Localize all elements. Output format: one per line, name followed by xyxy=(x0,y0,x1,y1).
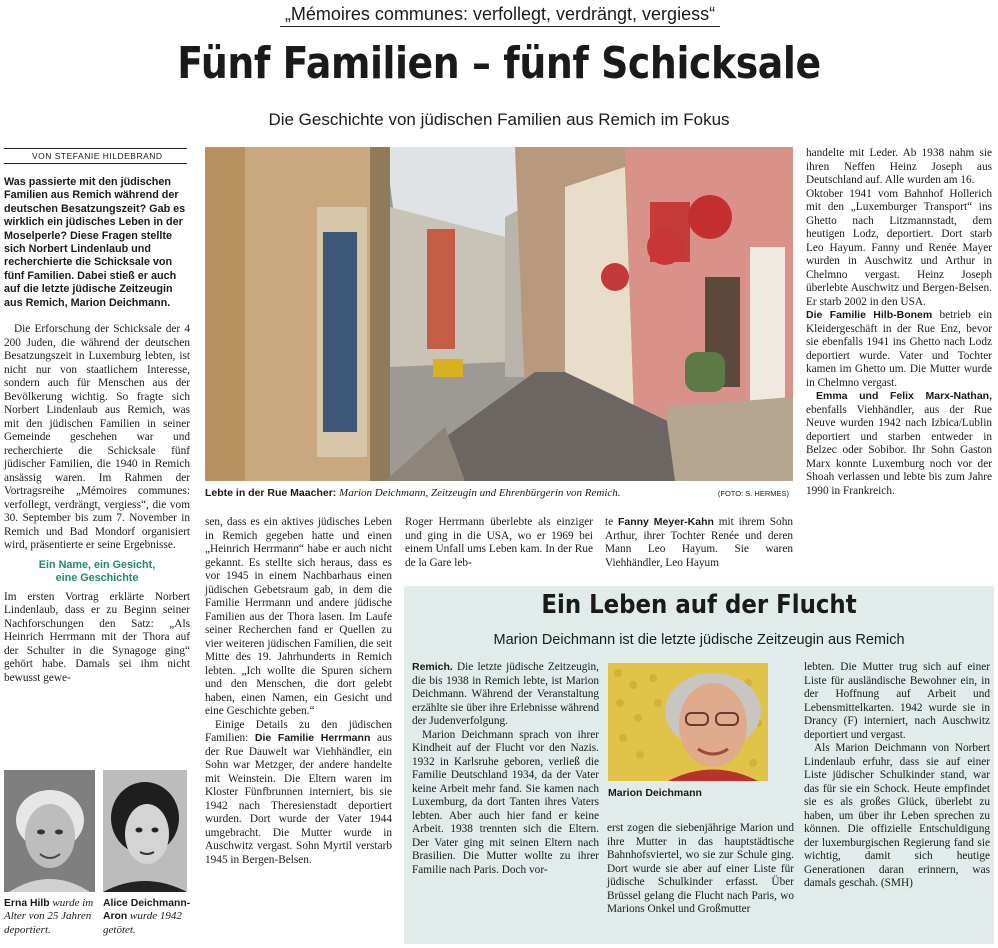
paragraph: Remich. Die letzte jüdische Zeitzeugin, die bis 1938 in Remich lebte, ist Marion Deichmann. Während der Veranstaltung erzählte sie über ihre Erlebnisse während der Judenverfolgung. xyxy=(412,661,599,727)
kicker: „Mémoires communes: verfollegt, verdrängt, vergiess“ xyxy=(280,2,720,27)
box-column-3 xyxy=(804,661,990,891)
paragraph: Oktober 1941 vom Bahnhof Hollerich mit den „Luxemburger Transport“ ins Ghetto nach Litzmannstadt, dem heutigen Lodz, deportiert. Dort starb Leo Hayum. Fanny und Renée Mayer wurden in Auschwitz und Arthur in Chelmno vergast. Heinz Joseph überlebte Auschwitz und Bergen-Belsen. Er starb 2002 in den USA. xyxy=(806,187,992,308)
historical-photo-alice-deichmann-aron xyxy=(103,770,187,892)
article-column-5 xyxy=(806,147,992,498)
lead-paragraph: Was passierte mit den jüdischen Familien aus Remich während der deutschen Besatzungszeit? Gab es wirklich ein jüdisches Leben in der Moselperle? Diese Fragen stellte sich Norbert Lindenlaub und recherchierte die Schicksale von fünf Familien. Dabei stieß er auch auf die letzte jüdische Zeitzeugin aus Remich, Marion Deichmann. xyxy=(4,176,186,309)
subheadline: Die Geschichte von jüdischen Familien aus Remich im Fokus xyxy=(268,110,730,129)
paragraph: Roger Herrmann überlebte als einziger und ging in die USA, wo er 1969 bei einem Unfall ums Leben kam. In der Rue de la Gare leb- xyxy=(405,516,593,569)
historical-photo-caption-2: Alice Deichmann-Aron wurde 1942 getötet. xyxy=(103,898,191,936)
paragraph: Emma und Felix Marx-Nathan, ebenfalls Viehhändler, aus der Rue Neuve wurden 1942 nach Izbica/Lublin deportiert und starben entweder in Belzec oder Sobibor. Ihr Sohn Gaston Marx konnte Luxemburg noch vor der Shoah verlassen und lebte bis zum Jahre 1990 in Frankreich. xyxy=(806,390,992,497)
headline: Fünf Familien – fünf Schicksale xyxy=(177,38,821,89)
box-column-2 xyxy=(607,822,794,917)
section-subtitle: Ein Name, ein Gesicht, eine Geschichte xyxy=(38,558,156,584)
box-column-1 xyxy=(412,661,599,877)
article-column-4 xyxy=(605,516,793,570)
paragraph: Als Marion Deichmann von Norbert Lindenlaub erfuhr, dass sie auf einer Liste jüdischer Schulkinder stand, war das für sie ein Schock. Heute empfindet sie es als großes Glück, überlebt zu haben, um über ihr Leben sprechen zu können. Die offizielle Entschuldigung der luxemburgischen Regierung fand sie wichtig, damit sich heutige Generationen daran erinnern, was damals geschah. (SMH) xyxy=(804,742,990,889)
paragraph: erst zogen die siebenjährige Marion und ihre Mutter in das hauptstädtische Bahnhofsviertel, wo sie zur Schule ging. Dort wurde sie aber auf einer Liste für jüdische Schulkinder erfasst. Über Brüssel gelang die Flucht nach Paris, wo Marions Onkel und Großmutter xyxy=(607,822,794,915)
paragraph: Einige Details zu den jüdischen Familien: Die Familie Herrmann aus der Rue Dauwelt war Viehhändler, ein Sohn war Metzger, der andere handelte mit Weinstein. Die Eltern waren im Kloster Fünfbrunnen interniert, bis sie 1942 nach Theresienstadt deportiert wurden. Dort wurde der Vater 1944 umgebracht. Die Mutter wurde in Auschwitz vergast. Sohn Myrtil verstarb 1945 in Bergen-Belsen. xyxy=(205,718,392,866)
box-title: Ein Leben auf der Flucht xyxy=(541,590,857,620)
paragraph: sen, dass es ein aktives jüdisches Leben in Remich gegeben hatte und einen „Heinrich Herrmann“ habe er auch nicht gekannt. Es stellte sich heraus, dass es vor 1945 in einem Nachbarhaus einen jüdischen Gebetsraum gab, in dem die Familie Herrmann und andere jüdische Familien aus der Thora lasen. Im Laufe seiner Recherchen fand er Quellen zu vier weiteren jüdischen Familien, die seit Mitte des 19. Jahrhunderts in Remich lebten. „Ich wollte die Spuren sichern und den Menschen, die dort gelebt haben, einen Namen, ein Gesicht und eine Geschichte geben.“ xyxy=(205,516,392,717)
box-subtitle: Marion Deichmann ist die letzte jüdische Zeitzeugin aus Remich xyxy=(493,632,905,648)
byline: VON STEFANIE HILDEBRAND xyxy=(4,148,187,164)
photo-caption: Lebte in der Rue Maacher: Marion Deichmann, Zeitzeugin und Ehrenbürgerin von Remich. (FOTO: S. HERMES) xyxy=(205,487,789,499)
paragraph: Die Erforschung der Schicksale der 4 200 Juden, die während der deutschen Besatzungszeit in Luxemburg lebten, ist nicht nur von staatlichem Interesse, sondern auch für Menschen aus der Bevölkerung wichtig. So fragte sich Norbert Lindenlaub aus Remich, was mit den jüdischen Familien in seiner Gemeinde geschehen war und recherchierte die Schicksale fünf jüdischer Familien, die 1940 in Remich ansässig waren. Im Rahmen der Vortragsreihe „Mémoires communes: verfollegt, verdrängt, vergiess“, die vom 30. September bis zum 7. November in Remich und Bad Mondorf organisiert wird, präsentierte er seine Ergebnisse. xyxy=(4,323,190,551)
street-photo xyxy=(205,147,793,481)
article-column-2 xyxy=(205,516,392,867)
historical-photo-erna-hilb xyxy=(4,770,95,892)
paragraph: handelte mit Leder. Ab 1938 nahm sie ihren Neffen Heinz Joseph aus Deutschland auf. Alle wurden am 16. xyxy=(806,147,992,186)
portrait-caption: Marion Deichmann xyxy=(608,787,702,799)
article-column-1 xyxy=(4,323,190,685)
historical-photo-caption-1: Erna Hilb wurde im Alter von 25 Jahren deportiert. xyxy=(4,897,94,936)
paragraph: te Fanny Meyer-Kahn mit ihrem Sohn Arthur, ihrer Tochter Renée und deren Mann Leo Hayum. Sie waren Viehhändler, Leo Hayum xyxy=(605,516,793,569)
paragraph: Die Familie Hilb-Bonem betrieb ein Kleidergeschäft in der Rue Enz, bevor sie ebenfalls 1941 ins Ghetto nach Lodz deportiert wurde. Vater und Tochter kamen im Ghetto um. Die Mutter wurde in Chelmno vergast. xyxy=(806,309,992,389)
paragraph: Im ersten Vortrag erklärte Norbert Lindenlaub, dass er zu Beginn seiner Nachforschungen den Satz: „Als Heinrich Herrmann mit der Thora auf der Schulter in die Synagoge ging“ gehört habe. Damals sei ihm nicht bewusst gewe- xyxy=(4,590,190,684)
portrait-photo xyxy=(608,663,768,781)
photo-credit: (FOTO: S. HERMES) xyxy=(717,489,789,498)
article-column-3 xyxy=(405,516,593,570)
paragraph: lebten. Die Mutter trug sich auf einer Liste für ausländische Bewohner ein, in der Hoffnung auf Arbeit und Lebensmittelkarten. 1942 wurde sie in Drancy (F) interniert, nach Auschwitz deportiert und vergast. xyxy=(804,661,990,741)
paragraph: Marion Deichmann sprach von ihrer Kindheit auf der Flucht vor den Nazis. 1932 in Karlsruhe geboren, verließ die Familie Deutschland 1934, da der Vater keine Arbeit mehr fand. Sie kamen nach Luxemburg, da dort Tanten ihres Vaters lebten. Aber auch hier fand er keine Arbeit. 1938 trennten sich die Eltern. Der Vater ging mit seinen Eltern nach Brasilien. Die Mutter wollte zu ihrer Familie nach Paris. Doch vor- xyxy=(412,728,599,876)
